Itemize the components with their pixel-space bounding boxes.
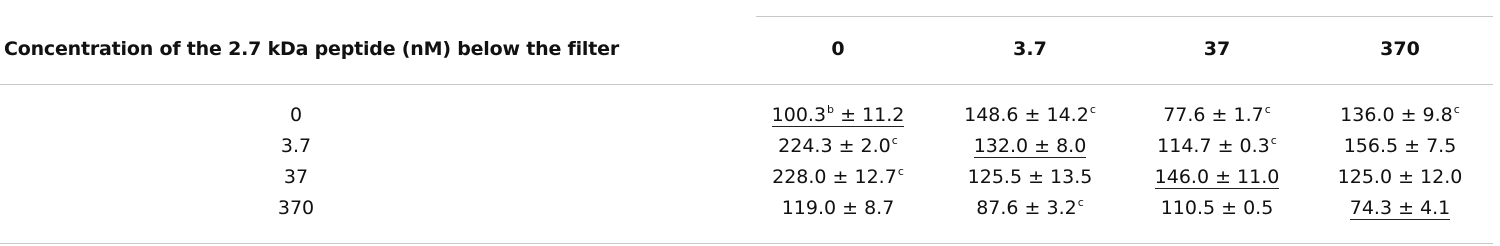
footnote-mark: c (1270, 134, 1277, 147)
cell-value (1161, 197, 1274, 219)
cell-text: 114.7 ± 0.3 (1157, 135, 1270, 157)
table-cell (1122, 197, 1312, 219)
cell-text: 110.5 ± 0.5 (1160, 197, 1274, 219)
cell-value (778, 135, 898, 157)
cell-value (782, 197, 895, 219)
cell-text: 146.0 ± 11.0 (1154, 166, 1280, 188)
table-cell (743, 104, 933, 126)
table-cell (743, 197, 933, 219)
cell-text: 132.0 ± 8.0 (973, 135, 1087, 157)
table-cell (1122, 135, 1312, 157)
cell-value (1344, 135, 1457, 157)
cell-value (964, 104, 1096, 126)
cell-value (1340, 104, 1460, 126)
row-label: 0 (289, 104, 303, 126)
table-row (0, 133, 1500, 164)
cell-text: 77.6 ± 1.7 (1163, 104, 1264, 126)
cell-text: 87.6 ± 3.2 (976, 197, 1077, 219)
bottom-rule (0, 243, 1493, 244)
cell-suffix: ± 11.2 (834, 104, 905, 126)
header-rule (0, 84, 1493, 85)
row-header-label: Concentration of the 2.7 kDa peptide (nM) below the filter (4, 38, 619, 60)
cell-text: 100.3 (771, 104, 827, 126)
cell-text: 228.0 ± 12.7 (772, 166, 897, 188)
cell-value (968, 166, 1093, 188)
table-cell (1122, 166, 1312, 188)
column-header: 0 (831, 38, 845, 60)
top-rule (756, 16, 1493, 17)
table-cell (1122, 104, 1312, 126)
row-label: 3.7 (280, 135, 312, 157)
cell-value (1163, 104, 1271, 126)
table-cell (935, 197, 1125, 219)
cell-text: 125.5 ± 13.5 (967, 166, 1093, 188)
cell-value (1338, 166, 1463, 188)
cell-text: 156.5 ± 7.5 (1343, 135, 1457, 157)
column-header: 370 (1380, 38, 1420, 60)
diagonal-value (974, 135, 1087, 158)
row-label: 370 (277, 197, 315, 219)
footnote-mark: c (1264, 103, 1271, 116)
cell-value (772, 166, 904, 188)
cell-value (1157, 135, 1277, 157)
column-header: 3.7 (1013, 38, 1047, 60)
footnote-mark: c (897, 165, 904, 178)
table-cell (743, 135, 933, 157)
table-cell (935, 135, 1125, 157)
table-row (0, 195, 1500, 226)
cell-text: 224.3 ± 2.0 (778, 135, 891, 157)
table-row (0, 102, 1500, 133)
table-cell (1305, 166, 1495, 188)
row-label: 37 (283, 166, 309, 188)
column-header: 37 (1203, 38, 1231, 60)
cell-text: 136.0 ± 9.8 (1340, 104, 1453, 126)
cell-text: 74.3 ± 4.1 (1349, 197, 1451, 219)
cell-text: 148.6 ± 14.2 (964, 104, 1089, 126)
table-cell (935, 104, 1125, 126)
footnote-mark: c (891, 134, 898, 147)
footnote-mark: c (1077, 196, 1084, 209)
footnote-mark: b (827, 103, 835, 116)
cell-value (976, 197, 1084, 219)
diagonal-value (1350, 197, 1451, 220)
cell-text: 119.0 ± 8.7 (781, 197, 895, 219)
table-cell (935, 166, 1125, 188)
table-cell (743, 166, 933, 188)
table-cell (1305, 197, 1495, 219)
footnote-mark: c (1453, 103, 1460, 116)
table-cell (1305, 104, 1495, 126)
diagonal-value (772, 104, 905, 127)
cell-text: 125.0 ± 12.0 (1337, 166, 1463, 188)
table-cell (1305, 135, 1495, 157)
table-row (0, 164, 1500, 195)
diagonal-value (1155, 166, 1280, 189)
footnote-mark: c (1089, 103, 1096, 116)
